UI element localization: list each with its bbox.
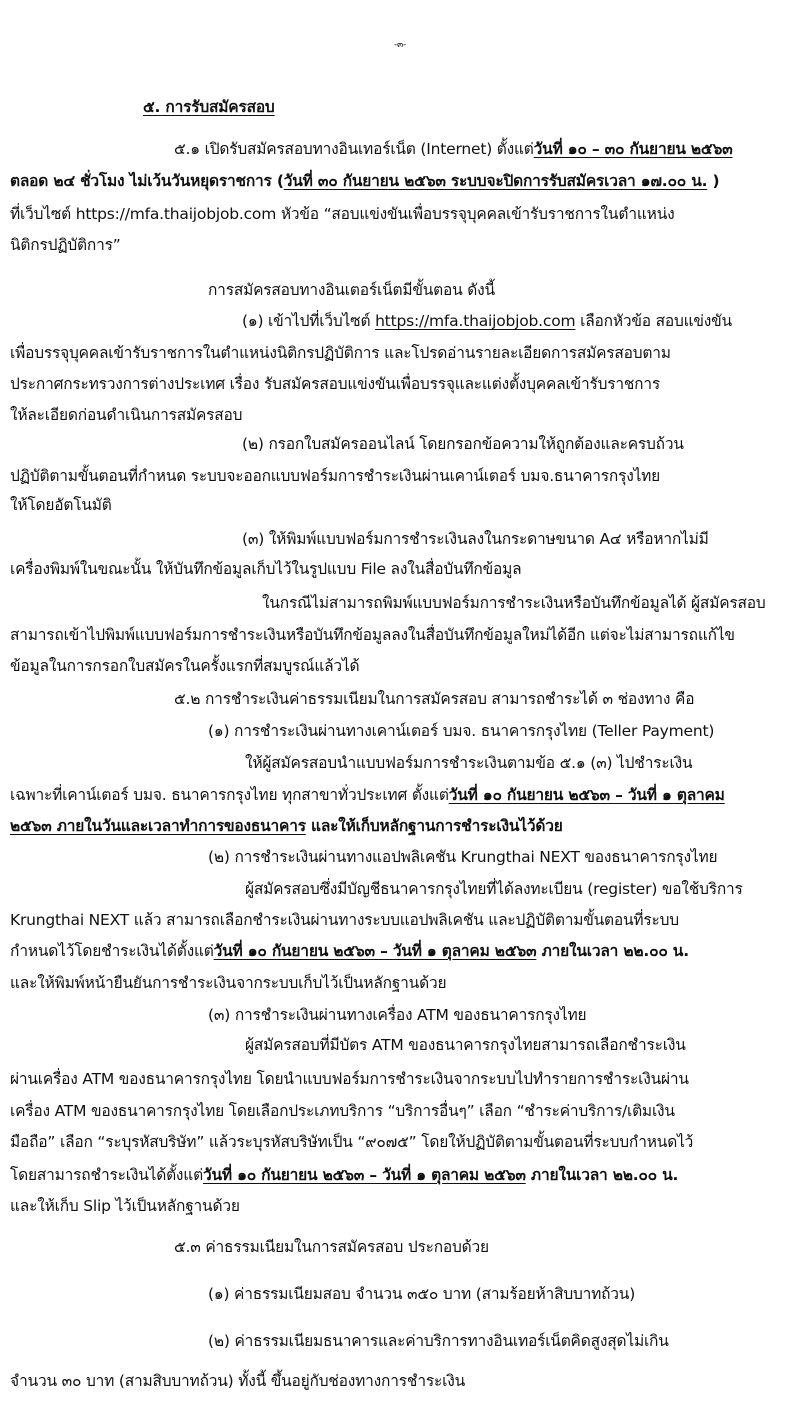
step3-line1: (๓) ให้พิมพ์แบบฟอร์มการชำระเงินลงในกระดาษขนาด A๔ หรือหากไม่มี: [242, 530, 709, 548]
channel3-title: (๓) การชำระเงินผ่านทางเครื่อง ATM ของธนาคารกรุงไทย: [208, 1006, 587, 1024]
channel2-line3: Krungthai NEXT แล้ว สามารถเลือกชำระเงินผ่านทางระบบแอปพลิเคชัน และปฏิบัติตามขั้นตอนที่ระบบ: [10, 911, 679, 929]
channel2-line2: ผู้สมัครสอบซึ่งมีบัญชีธนาคารกรุงไทยที่ได้ลงทะเบียน (register) ขอใช้บริการ: [245, 880, 743, 898]
step2-line3: ให้โดยอัตโนมัติ: [10, 496, 112, 514]
channel3-line6: โดยสามารถชำระเงินได้ตั้งแต่วันที่ ๑๐ กันยายน ๒๕๖๓ – วันที่ ๑ ตุลาคม ๒๕๖๓ ภายในเวลา ๒๒.๐๐ น.: [10, 1166, 679, 1184]
channel1-date-end: ๒๕๖๓ ภายในวันและเวลาทำการของธนาคาร: [10, 817, 306, 835]
s51-intro: ๕.๑ เปิดรับสมัครสอบทางอินเทอร์เน็ต (Internet) ตั้งแต่วันที่ ๑๐ – ๓๐ กันยายน ๒๕๖๓: [174, 140, 733, 158]
channel1-line2: ให้ผู้สมัครสอบนำแบบฟอร์มการชำระเงินตามข้อ ๕.๑ (๓) ไปชำระเงิน: [245, 754, 693, 772]
website-link[interactable]: https://mfa.thaijobjob.com: [375, 312, 576, 330]
step3-line5: ข้อมูลในการกรอกใบสมัครในครั้งแรกที่สมบูรณ์แล้วได้: [10, 657, 360, 675]
channel2-title: (๒) การชำระเงินผ่านทางแอปพลิเคชัน Krungthai NEXT ของธนาคารกรุงไทย: [208, 848, 718, 866]
channel3-line7: และให้เก็บ Slip ไว้เป็นหลักฐานด้วย: [10, 1197, 240, 1215]
channel3-line5: มือถือ” เลือก “ระบุรหัสบริษัท” แล้วระบุรหัสบริษัทเป็น “๙๐๗๕” โดยให้ปฏิบัติตามขั้นตอนที่ระบบกำหนดไว้: [10, 1133, 694, 1151]
s51-line2: ตลอด ๒๔ ชั่วโมง ไม่เว้นวันหยุดราชการ (วันที่ ๓๐ กันยายน ๒๕๖๓ ระบบจะปิดการรับสมัครเวลา ๑๗.๐๐ น. ): [10, 172, 720, 190]
channel1-line3: เฉพาะที่เคาน์เตอร์ บมจ. ธนาคารกรุงไทย ทุกสาขาทั่วประเทศ ตั้งแต่วันที่ ๑๐ กันยายน ๒๕๖๓ – วันที่ ๑ ตุลาคม: [10, 786, 725, 804]
page-number: -๓-: [393, 40, 407, 50]
channel1-date: วันที่ ๑๐ กันยายน ๒๕๖๓ – วันที่ ๑ ตุลาคม: [448, 786, 725, 804]
channel2-line4: กำหนดไว้โดยชำระเงินได้ตั้งแต่วันที่ ๑๐ กันยายน ๒๕๖๓ – วันที่ ๑ ตุลาคม ๒๕๖๓ ภายในเวลา ๒๒.๐๐ น.: [10, 942, 689, 960]
channel3-line4: เครื่อง ATM ของธนาคารกรุงไทย โดยเลือกประเภทบริการ “บริการอื่นๆ” เลือก “ชำระค่าบริการ/เติมเงิน: [10, 1102, 675, 1120]
section-title: ๕. การรับสมัครสอบ: [143, 98, 275, 116]
fee2-line2: จำนวน ๓๐ บาท (สามสิบบาทถ้วน) ทั้งนี้ ขึ้นอยู่กับช่องทางการชำระเงิน: [10, 1372, 465, 1390]
channel3-line2: ผู้สมัครสอบที่มีบัตร ATM ของธนาคารกรุงไทยสามารถเลือกชำระเงิน: [245, 1036, 686, 1054]
channel1-line4: ๒๕๖๓ ภายในวันและเวลาทำการของธนาคาร และให้เก็บหลักฐานการชำระเงินไว้ด้วย: [10, 817, 563, 835]
channel2-line5: และให้พิมพ์หน้ายืนยันการชำระเงินจากระบบเก็บไว้เป็นหลักฐานด้วย: [10, 974, 447, 992]
s51-close-date: วันที่ ๓๐ กันยายน ๒๕๖๓ ระบบจะปิดการรับสมัครเวลา ๑๗.๐๐ น.: [283, 172, 708, 190]
s51-open-date: วันที่ ๑๐ – ๓๐ กันยายน ๒๕๖๓: [533, 140, 733, 158]
step2-line2: ปฏิบัติตามขั้นตอนที่กำหนด ระบบจะออกแบบฟอร์มการชำระเงินผ่านเคาน์เตอร์ บมจ.ธนาคารกรุงไทย: [10, 467, 661, 485]
channel3-date: วันที่ ๑๐ กันยายน ๒๕๖๓ – วันที่ ๑ ตุลาคม ๒๕๖๓: [202, 1166, 526, 1184]
fee1: (๑) ค่าธรรมเนียมสอบ จำนวน ๓๕๐ บาท (สามร้อยห้าสิบบาทถ้วน): [208, 1285, 636, 1303]
step2-line1: (๒) กรอกใบสมัครออนไลน์ โดยกรอกข้อความให้ถูกต้องและครบถ้วน: [242, 435, 684, 453]
s51-line4: นิติกรปฏิบัติการ”: [10, 236, 121, 254]
step1-line4: ให้ละเอียดก่อนดำเนินการสมัครสอบ: [10, 406, 243, 424]
step1-line1: (๑) เข้าไปที่เว็บไซต์ https://mfa.thaijobjob.com เลือกหัวข้อ สอบแข่งขัน: [242, 312, 732, 330]
step1-line2: เพื่อบรรจุบุคคลเข้ารับราชการในตำแหน่งนิติกรปฏิบัติการ และโปรดอ่านรายละเอียดการสมัครสอบตาม: [10, 344, 671, 362]
step3-line3: ในกรณีไม่สามารถพิมพ์แบบฟอร์มการชำระเงินหรือบันทึกข้อมูลได้ ผู้สมัครสอบ: [262, 594, 766, 612]
channel1-title: (๑) การชำระเงินผ่านทางเคาน์เตอร์ บมจ. ธนาคารกรุงไทย (Teller Payment): [208, 722, 715, 740]
fee2-line1: (๒) ค่าธรรมเนียมธนาคารและค่าบริการทางอินเทอร์เน็ตคิดสูงสุดไม่เกิน: [208, 1332, 669, 1350]
s52-intro: ๕.๒ การชำระเงินค่าธรรมเนียมในการสมัครสอบ สามารถชำระได้ ๓ ช่องทาง คือ: [174, 690, 695, 708]
s53-intro: ๕.๓ ค่าธรรมเนียมในการสมัครสอบ ประกอบด้วย: [174, 1238, 489, 1256]
step3-line4: สามารถเข้าไปพิมพ์แบบฟอร์มการชำระเงินหรือบันทึกข้อมูลลงในสื่อบันทึกข้อมูลใหม่ได้อีก แต่จะไม่สามารถแก้ไข: [10, 626, 735, 644]
channel2-date: วันที่ ๑๐ กันยายน ๒๕๖๓ – วันที่ ๑ ตุลาคม ๒๕๖๓: [213, 942, 537, 960]
step3-line2: เครื่องพิมพ์ในขณะนั้น ให้บันทึกข้อมูลเก็บไว้ในรูปแบบ File ลงในสื่อบันทึกข้อมูล: [10, 560, 522, 578]
s51-line3: ที่เว็บไซต์ https://mfa.thaijobjob.com หัวข้อ “สอบแข่งขันเพื่อบรรจุบุคคลเข้ารับราชการในตำแหน่ง: [10, 205, 675, 223]
steps-title: การสมัครสอบทางอินเตอร์เน็ตมีขั้นตอน ดังนี้: [208, 281, 495, 299]
channel3-line3: ผ่านเครื่อง ATM ของธนาคารกรุงไทย โดยนำแบบฟอร์มการชำระเงินจากระบบไปทำรายการชำระเงินผ่าน: [10, 1070, 689, 1088]
step1-line3: ประกาศกระทรวงการต่างประเทศ เรื่อง รับสมัครสอบแข่งขันเพื่อบรรจุและแต่งตั้งบุคคลเข้ารับราชการ: [10, 375, 660, 393]
